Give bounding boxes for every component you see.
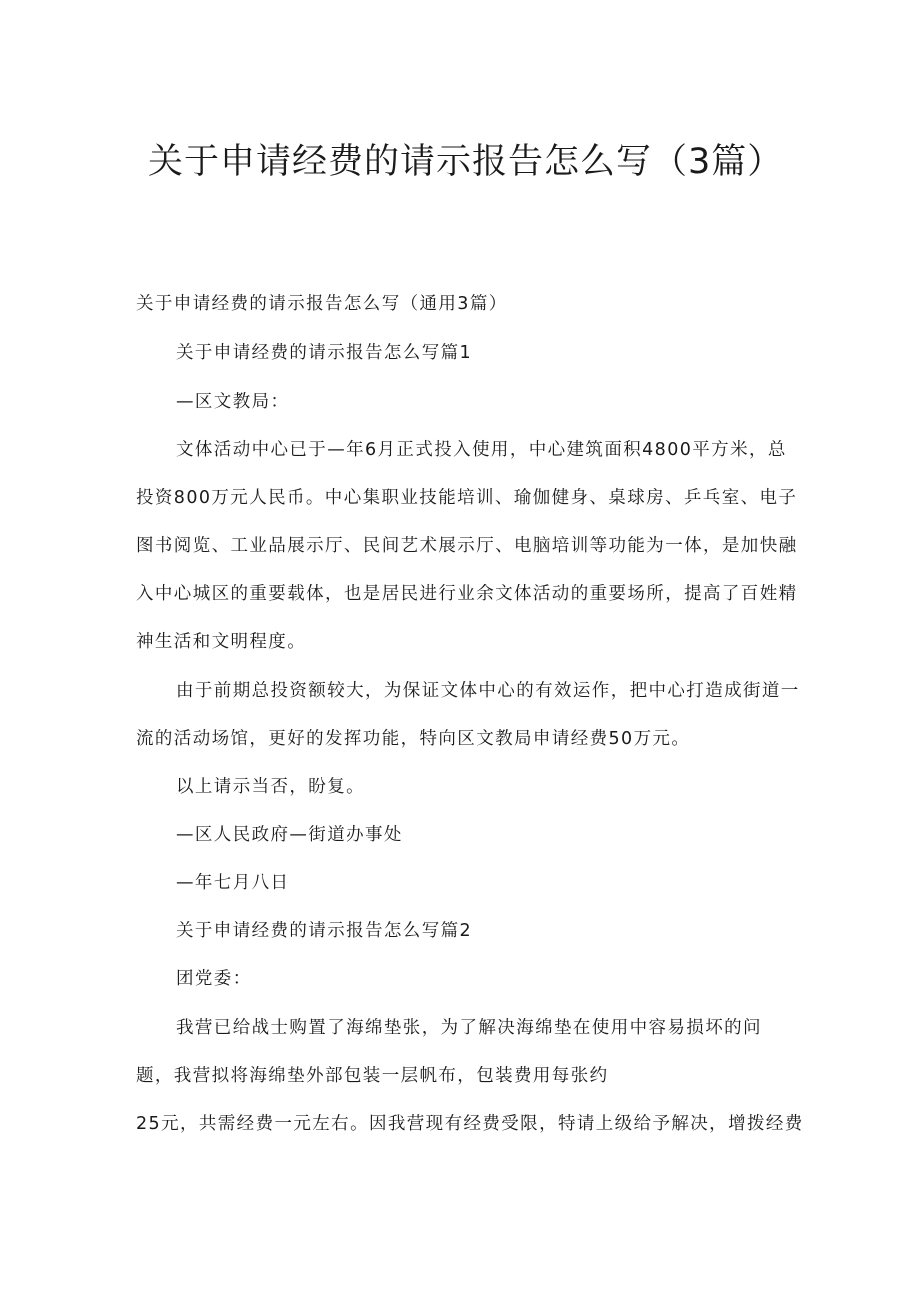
paragraph-line: 图书阅览、工业品展示厅、民间艺术展示厅、电脑培训等功能为一体，是加快融 bbox=[136, 536, 798, 556]
paragraph-line: 神生活和文明程度。 bbox=[136, 632, 307, 652]
paragraph-line: 流的活动场馆，更好的发挥功能，特向区文教局申请经费50万元。 bbox=[136, 729, 691, 749]
paragraph-line: 入中心城区的重要载体，也是居民进行业余文体活动的重要场所，提高了百姓精 bbox=[136, 584, 798, 604]
paragraph-line: 文体活动中心已于—年6月正式投入使用，中心建筑面积4800平方米，总 bbox=[176, 440, 787, 460]
subtitle-line: 关于申请经费的请示报告怎么写（通用3篇） bbox=[136, 294, 508, 314]
section-heading-1: 关于申请经费的请示报告怎么写篇1 bbox=[176, 343, 473, 363]
addressee-1: —区文教局： bbox=[176, 392, 290, 412]
paragraph-line: 25元，共需经费一元左右。因我营现有经费受限，特请上级给予解决，增拨经费 bbox=[136, 1114, 804, 1134]
paragraph-line: 我营已给战士购置了海绵垫张，为了解决海绵垫在使用中容易损坏的问 bbox=[176, 1018, 762, 1038]
document-title: 关于申请经费的请示报告怎么写（3篇） bbox=[148, 142, 784, 182]
signature-org: —区人民政府—街道办事处 bbox=[176, 825, 403, 845]
paragraph-line: 投资800万元人民币。中心集职业技能培训、瑜伽健身、桌球房、乒乓室、电子 bbox=[136, 488, 798, 508]
paragraph-line: 题，我营拟将海绵垫外部包装一层帆布，包装费用每张约 bbox=[136, 1066, 609, 1086]
addressee-2: 团党委： bbox=[176, 969, 252, 989]
paragraph-line: 由于前期总投资额较大，为保证文体中心的有效运作，把中心打造成街道一 bbox=[176, 681, 800, 701]
closing-line: 以上请示当否，盼复。 bbox=[176, 777, 365, 797]
signature-date: —年七月八日 bbox=[176, 873, 290, 893]
section-heading-2: 关于申请经费的请示报告怎么写篇2 bbox=[176, 921, 473, 941]
